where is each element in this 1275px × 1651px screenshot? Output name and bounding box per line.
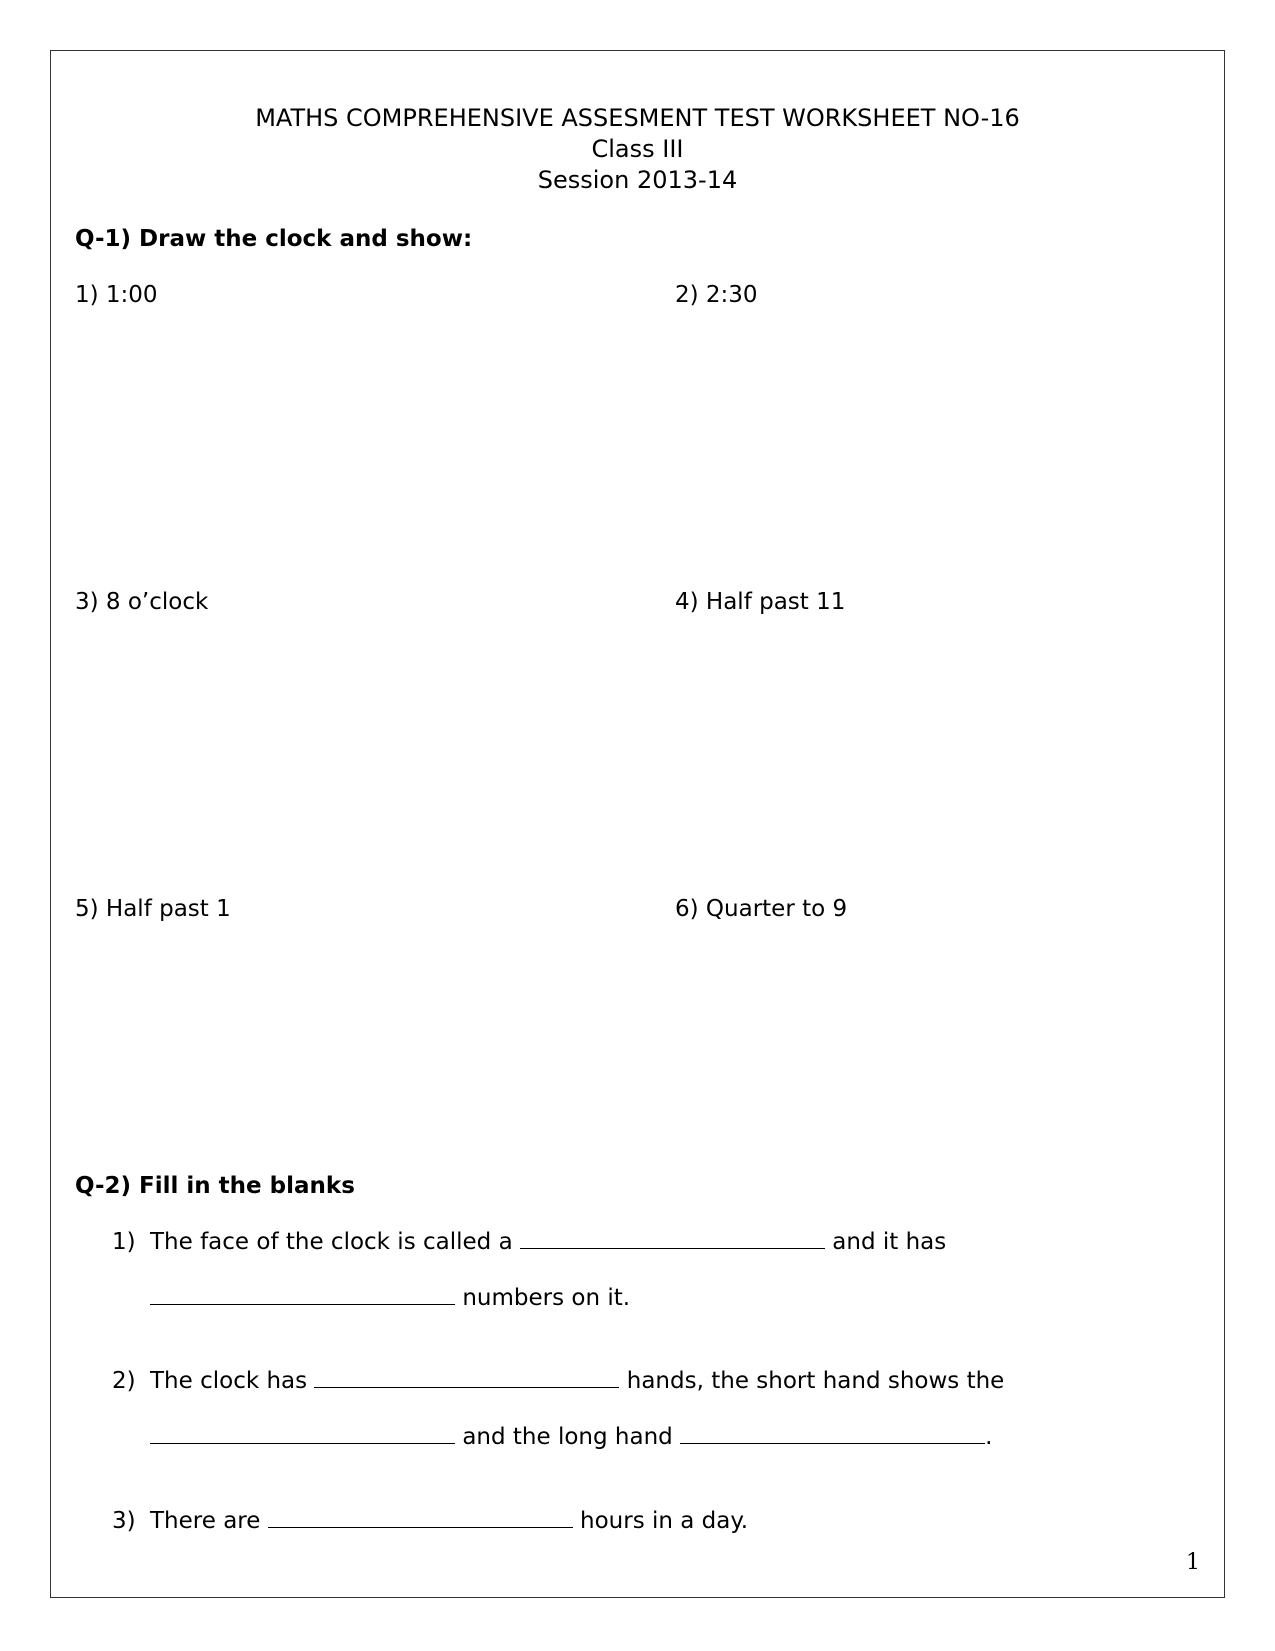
blank-hand-count[interactable] [314,1386,619,1388]
q2-item-2-text-a: The clock has [150,1368,308,1394]
q2-item-1-line1 [150,1229,946,1255]
q1-item-1: 1) 1:00 [75,282,158,308]
blank-short-hand[interactable] [150,1442,455,1444]
q2-item-2-line2 [150,1424,992,1450]
q1-item-5: 5) Half past 1 [75,896,231,922]
q2-item-2-number: 2) [112,1368,136,1394]
q2-item-2-line1 [150,1368,1004,1394]
q2-item-2-text-c: and the long hand [462,1424,673,1450]
q2-item-3-text-a: There are [150,1508,261,1534]
page-border [50,50,1225,1598]
q1-item-3: 3) 8 o’clock [75,589,209,615]
q2-item-3-text-b: hours in a day. [580,1508,749,1534]
q1-item-2: 2) 2:30 [675,282,758,308]
blank-number-count[interactable] [150,1303,455,1305]
blank-hours-in-day[interactable] [268,1526,573,1528]
q2-item-1-number: 1) [112,1229,136,1255]
q2-item-3-number: 3) [112,1508,136,1534]
q1-item-6: 6) Quarter to 9 [675,896,848,922]
session-label: Session 2013-14 [537,166,738,194]
q2-item-1-text-a: The face of the clock is called a [150,1229,513,1255]
q2-item-1-text-b: and it has [832,1229,947,1255]
q2-item-2-end: . [985,1424,993,1450]
q2-item-1-line2 [150,1285,630,1311]
q2-heading: Q-2) Fill in the blanks [75,1173,355,1199]
q2-item-3-line1 [150,1508,748,1534]
q2-item-1-text-c: numbers on it. [462,1285,631,1311]
page-number: 1 [1186,1550,1200,1575]
q1-heading: Q-1) Draw the clock and show: [75,226,473,252]
blank-dial-name[interactable] [520,1247,825,1249]
q2-item-2-text-b: hands, the short hand shows the [626,1368,1005,1394]
worksheet-title: MATHS COMPREHENSIVE ASSESMENT TEST WORKSHEET NO-16 [255,104,1020,132]
class-label: Class III [591,135,684,163]
q1-item-4: 4) Half past 11 [675,589,846,615]
blank-long-hand[interactable] [680,1442,985,1444]
